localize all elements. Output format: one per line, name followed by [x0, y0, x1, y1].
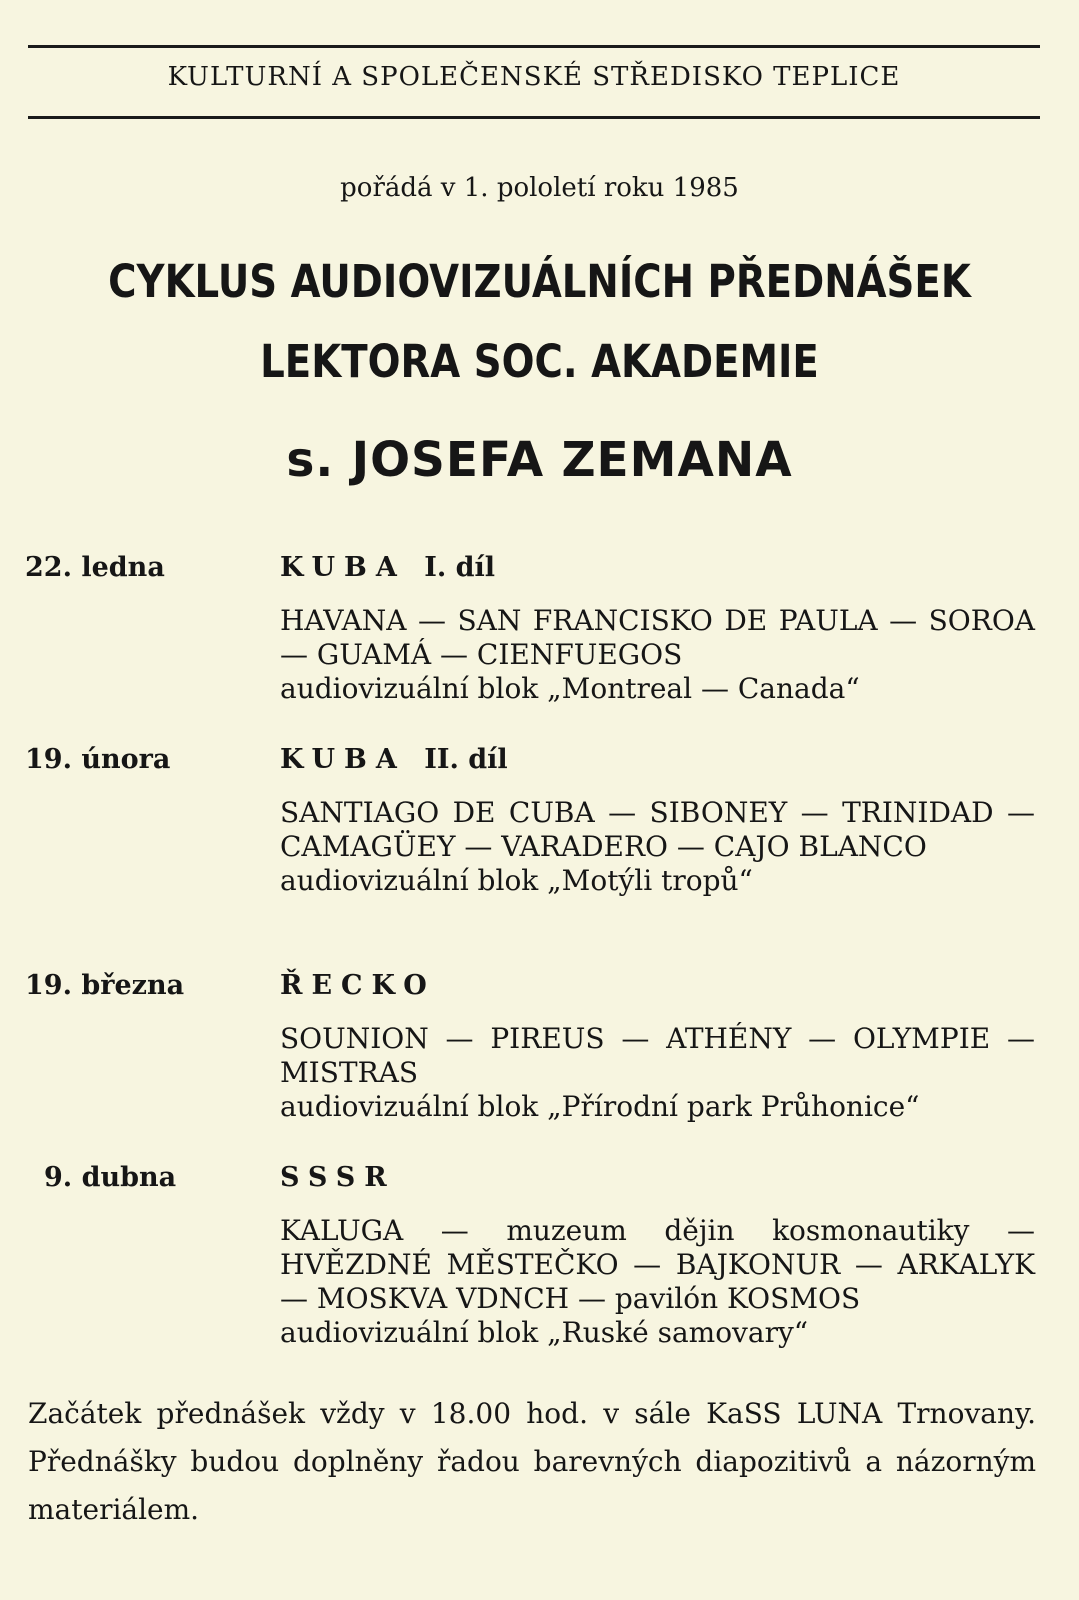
lecture-title-suffix: I. díl: [424, 552, 496, 583]
lecture-title: [280, 744, 508, 775]
lecture-date: 19. února: [25, 744, 171, 775]
lecture-places: [280, 604, 1035, 706]
lecture-date: 9. dubna: [44, 1162, 177, 1193]
lecture-title-text: SSSR: [280, 1162, 396, 1193]
lecture-places: [280, 1214, 1035, 1350]
lecture-block: audiovizuální blok „Ruské samovary“: [280, 1316, 809, 1349]
header-top-rule: [28, 45, 1040, 48]
lecture-block: audiovizuální blok „Motýli tropů“: [280, 864, 753, 897]
lecture-places-text: KALUGA — muzeum dějin kosmonautiky — HVĚZDNÉ MĚSTEČKO — BAJKONUR — ARKALYK — MOSKVA VDNCH — pavilón KOSMOS: [280, 1214, 1035, 1315]
lecture-title: [280, 552, 495, 583]
title-line-2: LEKTORA SOC. AKADEMIE: [260, 335, 819, 388]
header-bottom-rule: [28, 116, 1040, 119]
lecture-title: [280, 970, 436, 1001]
lecture-title-text: ŘECKO: [280, 970, 436, 1001]
lecture-date: 19. března: [25, 970, 185, 1001]
lecture-date: 22. ledna: [25, 552, 165, 583]
lecture-places-text: HAVANA — SAN FRANCISKO DE PAULA — SOROA — GUAMÁ — CIENFUEGOS: [280, 604, 1035, 671]
lecture-block: audiovizuální blok „Přírodní park Průhonice“: [280, 1090, 920, 1123]
lecture-places: [280, 796, 1035, 898]
lecture-title: [280, 1162, 396, 1193]
organization-header: KULTURNÍ A SPOLEČENSKÉ STŘEDISKO TEPLICE: [167, 62, 901, 92]
title-line-1: CYKLUS AUDIOVIZUÁLNÍCH PŘEDNÁŠEK: [108, 255, 971, 308]
title-lecturer: s. JOSEFA ZEMANA: [286, 432, 793, 488]
lecture-title-suffix: II. díl: [424, 744, 508, 775]
lecture-title-text: KUBA: [280, 552, 406, 583]
lecture-title-text: KUBA: [280, 744, 406, 775]
intro-text: pořádá v 1. pololetí roku 1985: [340, 173, 739, 203]
lecture-places-text: SOUNION — PIREUS — ATHÉNY — OLYMPIE — MISTRAS: [280, 1022, 1035, 1089]
footer-note: Začátek přednášek vždy v 18.00 hod. v sále KaSS LUNA Trnovany. Přednášky budou doplněny řadou barevných diapozitivů a názorným materiálem.: [28, 1397, 1036, 1526]
lecture-block: audiovizuální blok „Montreal — Canada“: [280, 672, 860, 705]
lecture-places: [280, 1022, 1035, 1124]
lecture-places-text: SANTIAGO DE CUBA — SIBONEY — TRINIDAD — CAMAGÜEY — VARADERO — CAJO BLANCO: [280, 796, 1035, 863]
